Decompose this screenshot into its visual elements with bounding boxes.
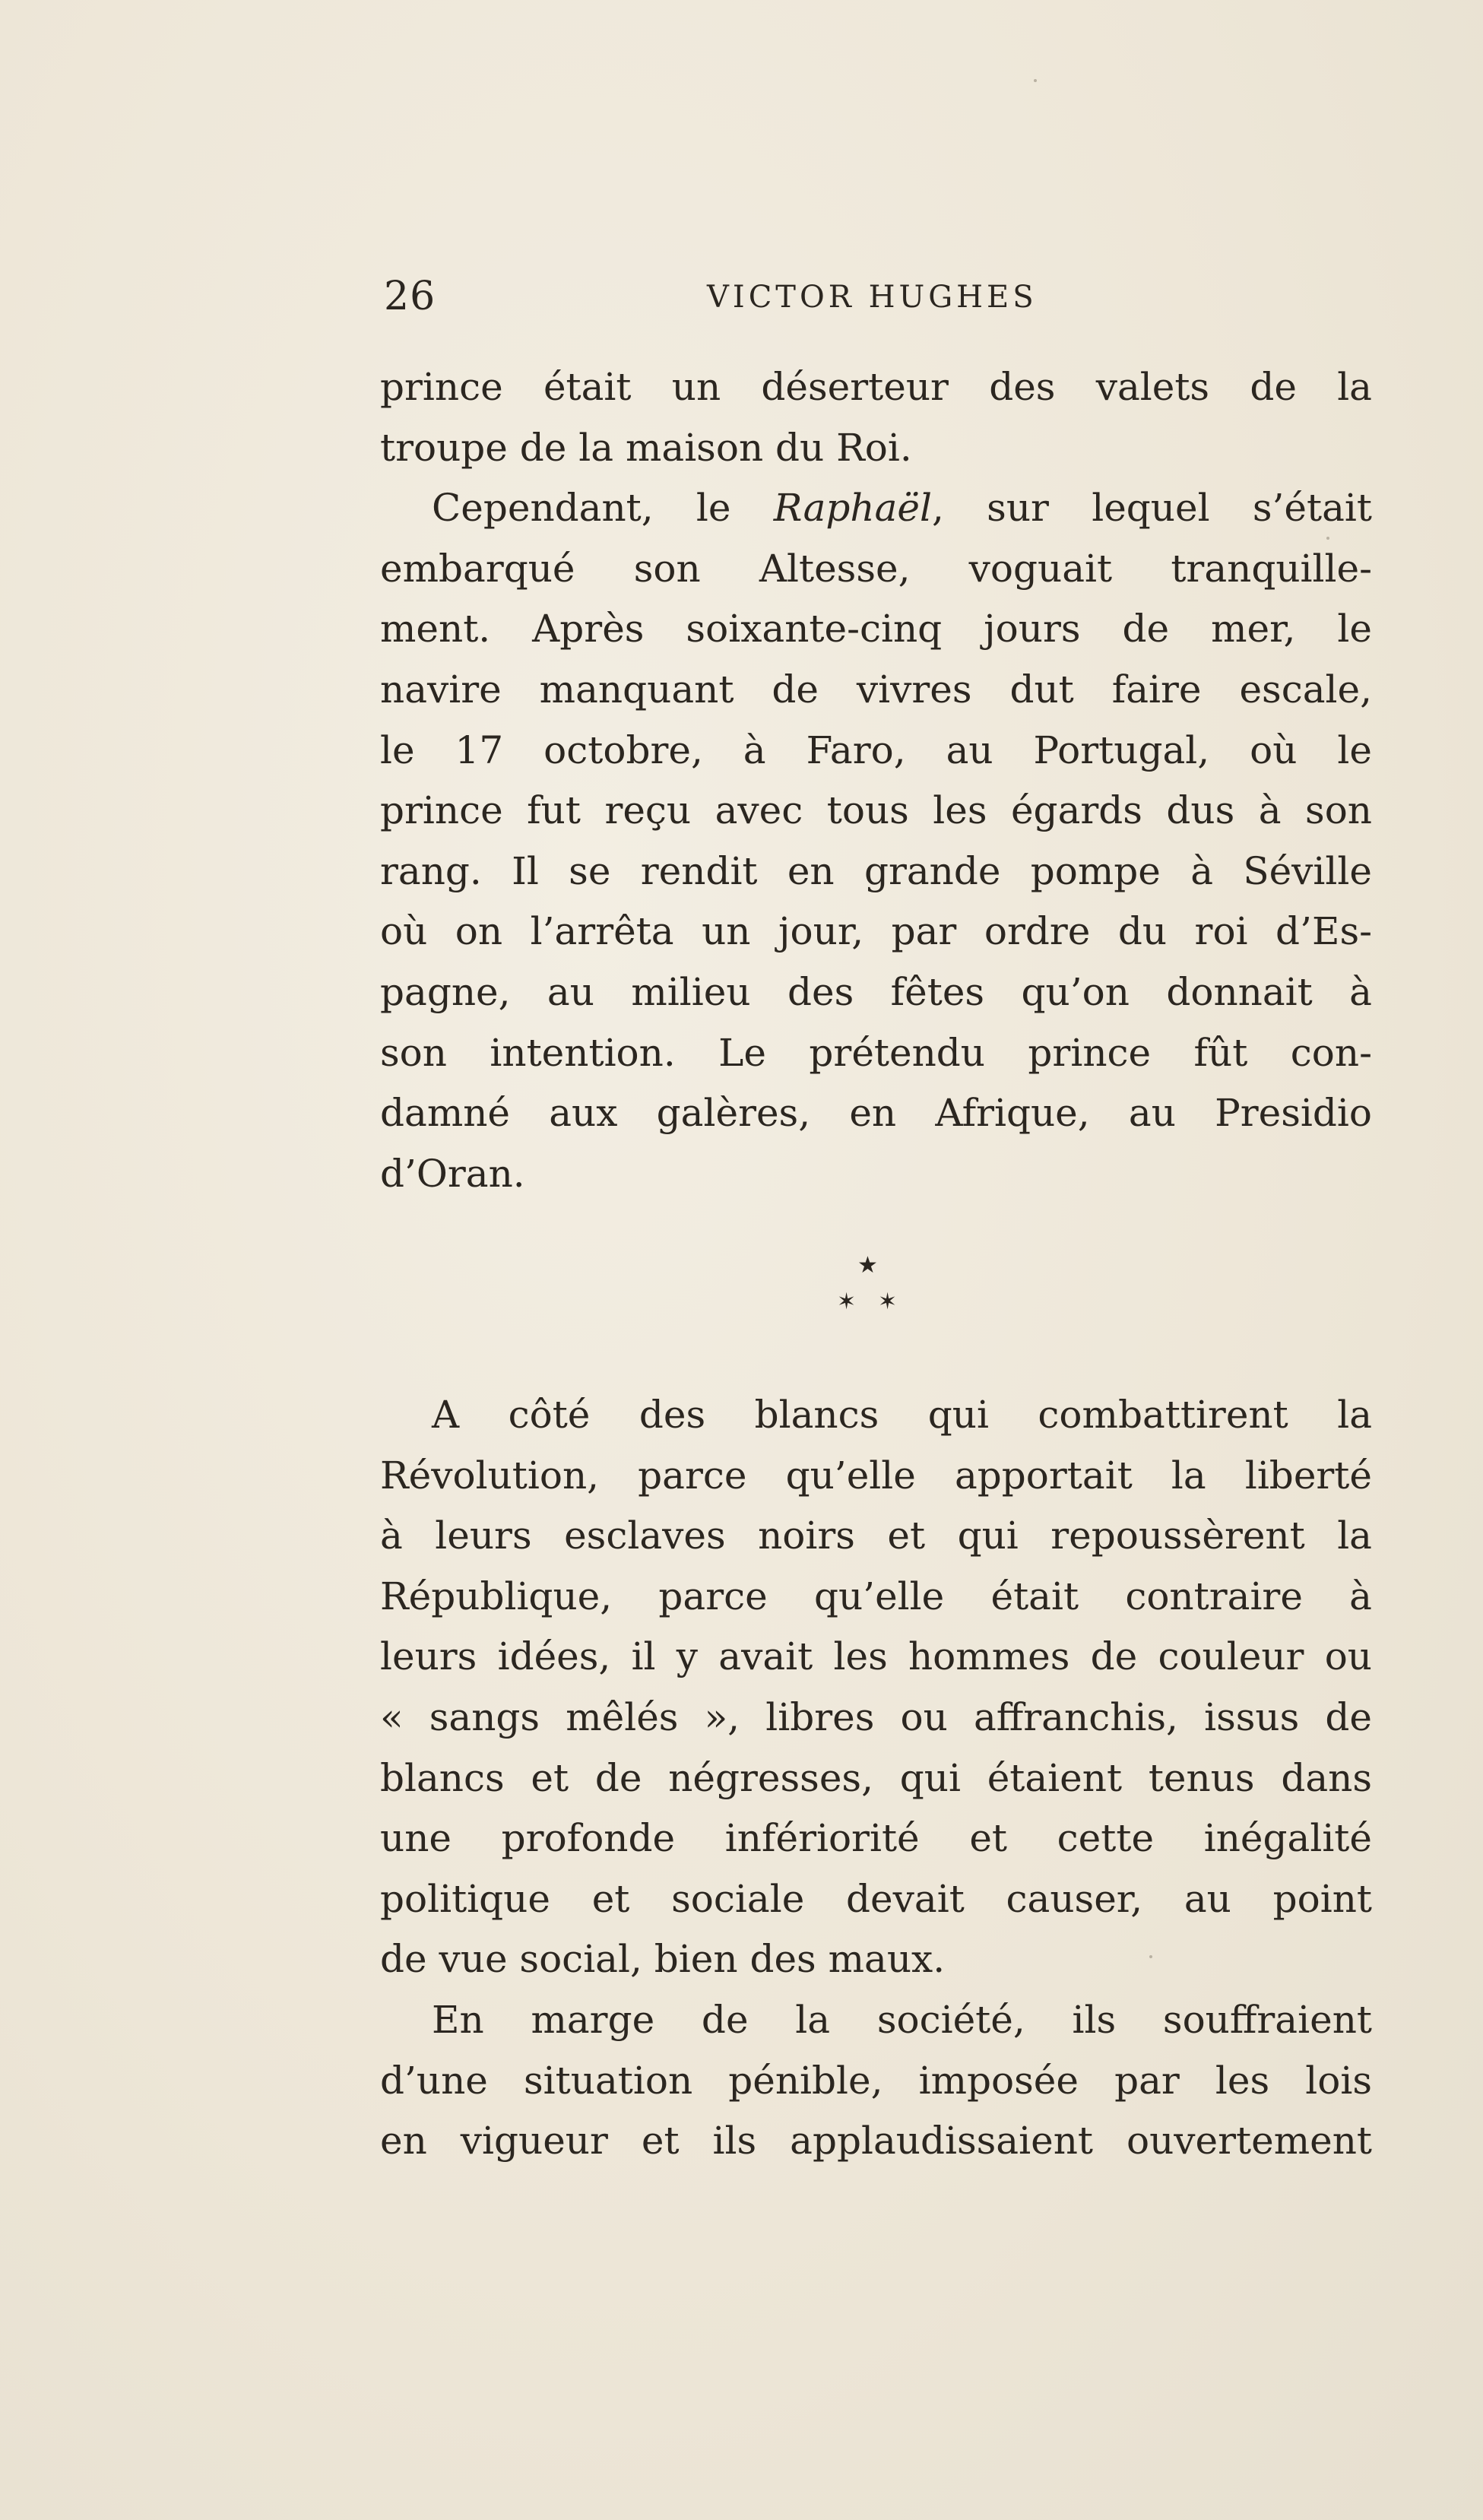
text-line: de vue social, bien des maux.: [380, 1937, 946, 1982]
text-line: prince fut reçu avec tous les égards dus à son: [380, 788, 1372, 833]
text-line: navire manquant de vivres dut faire escale,: [380, 667, 1372, 712]
text-line: le 17 octobre, à Faro, au Portugal, où le: [380, 727, 1372, 772]
text-line: son intention. Le prétendu prince fût con-: [380, 1030, 1372, 1075]
italic-title: Raphaël: [773, 486, 932, 531]
text-line: politique et sociale devait causer, au point: [380, 1876, 1372, 1921]
text-line: Révolution, parce qu’elle apportait la liberté: [380, 1453, 1372, 1498]
running-title: VICTOR HUGHES: [707, 280, 1038, 315]
text-line: d’Oran.: [380, 1151, 525, 1196]
running-head: [384, 270, 1372, 323]
text-block-top: [380, 357, 1372, 1204]
text-line: rang. Il se rendit en grande pompe à Séville: [380, 848, 1372, 893]
text-line: damné aux galères, en Afrique, au Presidio: [380, 1091, 1372, 1136]
asterism-star-icon: ★: [857, 1252, 878, 1279]
paper-speck: [1034, 79, 1037, 82]
text-line: leurs idées, il y avait les hommes de couleur ou: [380, 1634, 1372, 1679]
text-block-bottom: [380, 1385, 1372, 2172]
text-line: en vigueur et ils applaudissaient ouvertement: [380, 2119, 1372, 2163]
asterism-star-icon: ✶: [878, 1289, 898, 1315]
asterism-separator: [825, 1254, 916, 1338]
asterism-star-icon: ✶: [837, 1289, 857, 1315]
text-line: En marge de la société, ils souffraient: [432, 1997, 1372, 2042]
text-line: Cependant, le Raphaël, sur lequel s’était: [432, 486, 1372, 531]
text-line: pagne, au milieu des fêtes qu’on donnait à: [380, 969, 1372, 1014]
text-line: République, parce qu’elle était contraire à: [380, 1574, 1372, 1618]
text-line: une profonde infériorité et cette inégalité: [380, 1816, 1372, 1861]
page-number: 26: [384, 274, 436, 319]
text-line: blancs et de négresses, qui étaient tenus dans: [380, 1755, 1372, 1800]
paper-speck: [1149, 1955, 1152, 1958]
paper-speck: [1326, 537, 1329, 540]
text-line: « sangs mêlés », libres ou affranchis, issus de: [380, 1694, 1372, 1739]
text-line: où on l’arrêta un jour, par ordre du roi d’Es-: [380, 909, 1372, 954]
text-line: d’une situation pénible, imposée par les lois: [380, 2058, 1372, 2103]
text-line: à leurs esclaves noirs et qui repoussèrent la: [380, 1514, 1372, 1558]
text-line: A côté des blancs qui combattirent la: [432, 1393, 1372, 1437]
text-line: embarqué son Altesse, voguait tranquille-: [380, 546, 1372, 591]
text-line: troupe de la maison du Roi.: [380, 425, 912, 470]
text-line: ment. Après soixante-cinq jours de mer, le: [380, 607, 1372, 651]
text-line: prince était un déserteur des valets de la: [380, 365, 1372, 409]
